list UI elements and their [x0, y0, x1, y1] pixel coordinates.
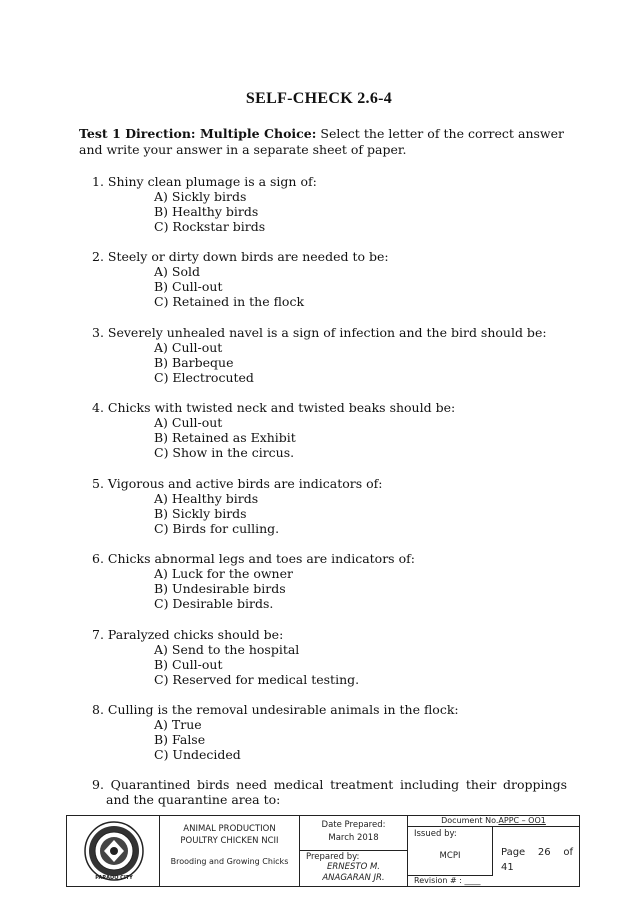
- issued-label: Issued by:: [414, 829, 457, 839]
- answer-option: B) Healthy birds: [154, 204, 259, 219]
- question-stem: 5. Vigorous and active birds are indicators of:: [92, 476, 383, 491]
- answer-option: B) False: [154, 732, 206, 747]
- page-label: Page: [501, 847, 526, 858]
- direction-label: Test 1 Direction: Multiple Choice:: [79, 126, 317, 141]
- question-stem: 6. Chicks abnormal legs and toes are indicators of:: [92, 551, 415, 566]
- prepared-label: Prepared by:: [306, 852, 360, 862]
- answer-option: C) Electrocuted: [154, 370, 254, 385]
- question-stem: 2. Steely or dirty down birds are needed to be:: [92, 249, 389, 264]
- page-title: SELF-CHECK 2.6-4: [245, 90, 393, 107]
- question-item: [92, 551, 567, 611]
- program-line2: POULTRY CHICKEN NCII: [180, 836, 279, 846]
- document-footer: [66, 815, 580, 887]
- answer-option: C) Reserved for medical testing.: [154, 672, 360, 687]
- answer-option: A) Send to the hospital: [154, 642, 300, 657]
- prepared-name2: ANAGARAN JR.: [322, 873, 385, 883]
- module-name: Brooding and Growing Chicks: [170, 857, 289, 866]
- question-item: [92, 627, 567, 687]
- page-cell: [493, 827, 579, 886]
- question-item: [92, 400, 567, 460]
- program-cell: [160, 816, 300, 886]
- page-number: 26: [537, 847, 551, 858]
- date-label: Date Prepared:: [321, 820, 386, 830]
- doc-label: Document No.: [441, 816, 499, 825]
- answer-option: C) Birds for culling.: [154, 521, 280, 536]
- question-stem: 1. Shiny clean plumage is a sign of:: [92, 174, 317, 189]
- question-stem: 8. Culling is the removal undesirable animals in the flock:: [92, 702, 459, 717]
- answer-option: B) Retained as Exhibit: [154, 430, 296, 445]
- revision-cell: Revision # : ____: [408, 875, 493, 886]
- document-number-cell: [408, 816, 579, 827]
- college-seal-logo: [78, 820, 150, 882]
- answer-option: C) Desirable birds.: [154, 596, 274, 611]
- answer-option: A) Cull-out: [154, 415, 223, 430]
- question-stem: 7. Paralyzed chicks should be:: [92, 627, 284, 642]
- answer-option: B) Cull-out: [154, 657, 223, 672]
- issued-cell: [408, 827, 493, 875]
- answer-option: A) Sold: [154, 264, 200, 279]
- answer-option: B) Undesirable birds: [154, 581, 286, 596]
- program-line1: ANIMAL PRODUCTION: [183, 824, 276, 834]
- question-item: [92, 325, 567, 385]
- test-direction: [79, 126, 564, 158]
- prepared-cell: [300, 851, 408, 886]
- answer-option: A) True: [154, 717, 202, 732]
- question-stem: 3. Severely unhealed navel is a sign of infection and the bird should be:: [92, 325, 547, 340]
- question-stem: 4. Chicks with twisted neck and twisted beaks should be:: [92, 400, 456, 415]
- answer-option: C) Rockstar birds: [154, 219, 266, 234]
- direction-text: Select the letter of the correct answer and write your answer in a separate sheet of paper.: [79, 126, 564, 157]
- answer-option: C) Retained in the flock: [154, 294, 305, 309]
- question-item: [92, 174, 567, 234]
- issued-value: MCPI: [439, 851, 461, 861]
- doc-value: APPC – OO1: [498, 816, 546, 825]
- question-item: [92, 476, 567, 536]
- date-value: March 2018: [328, 833, 379, 843]
- answer-option: C) Undecided: [154, 747, 241, 762]
- answer-option: B) Barbeque: [154, 355, 234, 370]
- question-item: [92, 702, 567, 762]
- seal-text: PARADO CITY: [95, 875, 133, 881]
- date-cell: [300, 816, 408, 851]
- question-item: [92, 777, 567, 807]
- logo-cell: [67, 816, 160, 886]
- answer-option: B) Sickly birds: [154, 506, 247, 521]
- page-of: of: [563, 847, 573, 858]
- answer-option: C) Show in the circus.: [154, 445, 295, 460]
- answer-option: B) Cull-out: [154, 279, 223, 294]
- answer-option: A) Healthy birds: [154, 491, 259, 506]
- prepared-name1: ERNESTO M.: [326, 862, 381, 872]
- answer-option: A) Cull-out: [154, 340, 223, 355]
- page-total: 41: [501, 862, 514, 873]
- answer-option: A) Sickly birds: [154, 189, 247, 204]
- answer-option: A) Luck for the owner: [154, 566, 293, 581]
- question-item: [92, 249, 567, 309]
- question-stem: 9. Quarantined birds need medical treatment including their droppings and the quarantine area to:: [92, 777, 567, 807]
